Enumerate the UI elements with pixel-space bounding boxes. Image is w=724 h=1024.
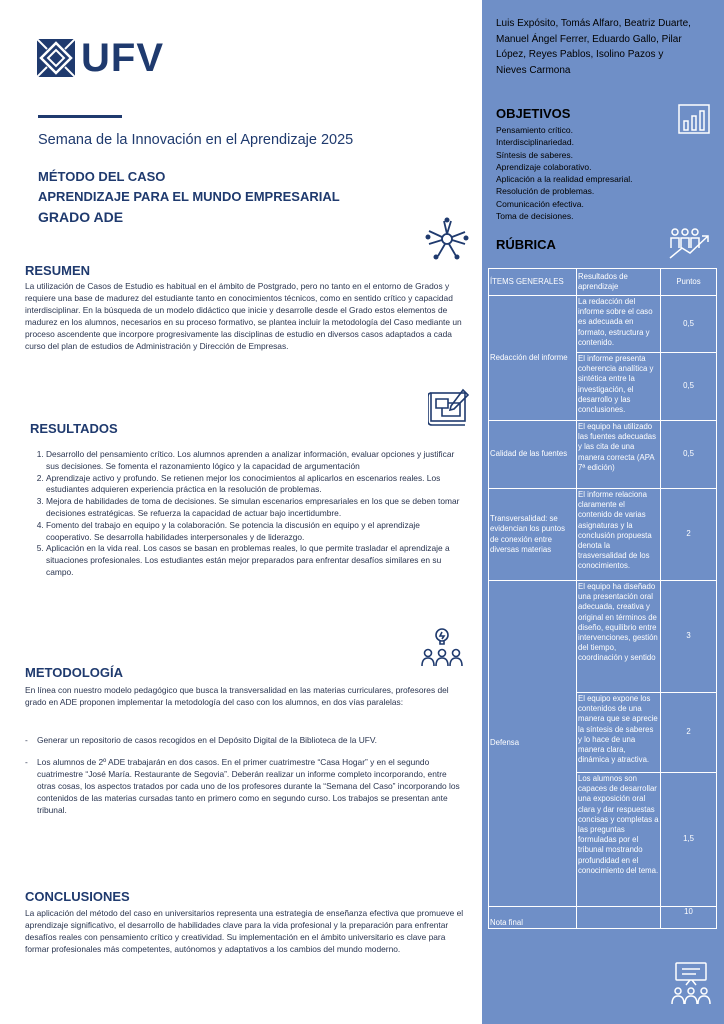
column-header: ÍTEMS GENERALES [489, 269, 577, 296]
rubric-points: 3 [661, 581, 717, 693]
rubric-points: 2 [661, 693, 717, 773]
method-title-line-2: APRENDIZAJE PARA EL MUNDO EMPRESARIAL [38, 189, 340, 204]
list-item: 1. Desarrollo del pensamiento crítico. Los alumnos aprenden a analizar información, evaluar opciones y justificar sus decisiones. Se fomenta el razonamiento lógico y la capacidad de argumentación [46, 449, 466, 473]
rubric-table [488, 268, 717, 929]
list-item: 4. Fomento del trabajo en equipo y la colaboración. Se potencia la discusión en equipo y el aprendizaje cooperativo. Se desarrolla habilidades interpersonales y de liderazgo. [46, 520, 466, 544]
objetivos-heading: OBJETIVOS [496, 106, 571, 121]
list-item: - Los alumnos de 2º ADE trabajarán en dos casos. En el primer cuatrimestre “Casa Hogar” y en el segundo cuatrimestre “José María. Restaurante de Segovia”. Deberán realizar un informe completo incorporando, entre otras cosas, los aspectos tratados por cada uno de los profesores durante la “Semana del Caso” incorporando los contenidos de las materias cursadas tanto en primero como en segundo curso. Los trabajos se presentan ante tribunal. [25, 756, 465, 816]
rubric-criterion: La redacción del informe sobre el caso es adecuada en formato, estructura y contenido. [577, 296, 661, 353]
table-row [489, 581, 717, 693]
rubric-points: 0,5 [661, 353, 717, 421]
rubric-points: 0,5 [661, 421, 717, 489]
rubric-category: Defensa [489, 581, 577, 907]
method-title-line-3: GRADO ADE [38, 209, 124, 225]
idea-team-icon [420, 626, 464, 668]
rubric-points: 0,5 [661, 296, 717, 353]
rubric-category: Calidad de las fuentes [489, 421, 577, 489]
table-header-row [489, 269, 717, 296]
resumen-heading: RESUMEN [25, 263, 91, 278]
list-item: Interdisciplinariedad. [496, 137, 574, 148]
column-header: Puntos [661, 269, 717, 296]
conclusiones-text: La aplicación del método del caso en universitarios representa una estrategia de enseñanza efectiva que promueve el aprendizaje significativo, el desarrollo de habilidades clave para la vida profesional y la preparación para enfrentar desafíos reales con pensamiento crítico y creatividad. Su implementación en el ámbito universitario es clave para formar profesionales más competentes, autónomos y adaptativos a los cambios del mundo moderno. [25, 908, 464, 955]
table-row [489, 421, 717, 489]
rubric-criterion: Los alumnos son capaces de desarrollar una exposición oral clara y dar respuestas concisas y completas a las preguntas formuladas por el tribunal mostrando profundidad en el conocimiento del tema. [577, 773, 661, 907]
table-row [489, 489, 717, 581]
objetivos-list [496, 124, 633, 222]
rubrica-heading: RÚBRICA [496, 237, 556, 252]
list-item: Síntesis de saberes. [496, 149, 574, 160]
blueprint-icon [428, 388, 470, 426]
rubric-criterion [577, 907, 661, 929]
rubric-criterion: El equipo ha utilizado las fuentes adecuadas y las cita de una manera correcta (APA 7ª edición) [577, 421, 661, 489]
presentation-audience-icon [670, 962, 712, 1006]
rubric-category: Redacción del informe [489, 296, 577, 421]
rubric-points: 1,5 [661, 773, 717, 907]
ufv-logo-text: UFV [81, 36, 164, 80]
rubric-category: Transversalidad: se evidencian los puntos de conexión entre diversas materias [489, 489, 577, 581]
rubric-criterion: El informe presenta coherencia analítica y sintética entre la investigación, el desarrollo y las conclusiones. [577, 353, 661, 421]
conclusiones-heading: CONCLUSIONES [25, 889, 130, 904]
column-header: Resultados de aprendizaje [577, 269, 661, 296]
metodologia-list [25, 734, 465, 827]
metodologia-intro: En línea con nuestro modelo pedagógico que busca la transversalidad en las materias curriculares, profesores del grado en ADE proponen implementar la metodología del caso con los alumnos, en dos vías paralelas: [25, 685, 449, 708]
method-title-line-1: MÉTODO DEL CASO [38, 169, 166, 184]
list-item: Comunicación efectiva. [496, 198, 584, 209]
event-title: Semana de la Innovación en el Aprendizaje 2025 [38, 132, 354, 148]
rubric-criterion: El equipo ha diseñado una presentación oral adecuada, creativa y original en términos de diseño, equilibrio entre intervenciones, gestión del tiempo, coordinación y sentido [577, 581, 661, 693]
rubric-criterion: El equipo expone los contenidos de una manera que se aprecie la síntesis de saberes y lo hace de una manera clara, dinámica y atractiva. [577, 693, 661, 773]
metodologia-heading: METODOLOGÍA [25, 665, 123, 680]
rubric-total: 10 [661, 907, 717, 929]
resultados-list [28, 449, 466, 579]
rubric-points: 2 [661, 489, 717, 581]
ufv-logo [37, 38, 164, 78]
table-row [489, 296, 717, 353]
title-divider [38, 115, 122, 118]
rubric-criterion: El informe relaciona claramente el contenido de varias asignaturas y la conclusión propuesta denota la trasversalidad de los conocimientos. [577, 489, 661, 581]
list-item: 5. Aplicación en la vida real. Los casos se basan en problemas reales, lo que permite trasladar el aprendizaje a situaciones profesionales. Los estudiantes están mejor preparados para enfrentar desafíos similares en su campo. [46, 543, 466, 578]
list-item: - Generar un repositorio de casos recogidos en el Depósito Digital de la Biblioteca de la UFV. [25, 734, 465, 746]
resultados-heading: RESULTADOS [30, 421, 118, 436]
table-row [489, 907, 717, 929]
ufv-logo-mark-icon [37, 39, 75, 77]
list-item: 3. Mejora de habilidades de toma de decisiones. Se simulan escenarios empresariales en los que se deben tomar decisiones estratégicas. Se refuerza la capacidad de actuar bajo incertidumbre. [46, 496, 466, 520]
method-title [38, 167, 340, 227]
list-item: 2. Aprendizaje activo y profundo. Se retienen mejor los conocimientos al aplicarlos en escenarios reales. Los estudiantes adquieren experiencia práctica en la resolución de problemas. [46, 473, 466, 497]
bar-chart-icon [678, 104, 710, 134]
rubric-category: Nota final [489, 907, 577, 929]
authors: Luis Expósito, Tomás Alfaro, Beatriz Duarte, Manuel Ángel Ferrer, Eduardo Gallo, Pilar López, Reyes Pablos, Isolino Pazos y Nieves Carmona [496, 18, 691, 76]
list-item: Pensamiento crítico. [496, 125, 574, 135]
teamwork-hands-icon [424, 216, 470, 262]
growth-team-icon [668, 226, 712, 260]
list-item: Aplicación a la realidad empresarial. [496, 174, 633, 185]
list-item: Resolución de problemas. [496, 186, 595, 197]
list-item: Toma de decisiones. [496, 211, 574, 222]
resumen-text: La utilización de Casos de Estudio es habitual en el ámbito de Postgrado, pero no tanto en el entorno de Grados y requiere una base de madurez del estudiante tanto en conocimientos técnicos, como en sentido crítico y capacidad interdisciplinar. En la búsqueda de un modelo didáctico que inicie y desarrolle desde el Grado estos elementos de madurez en los alumnos, necesarios en su proceso formativo, se plantea incluir la metodología del Caso mediante un proceso ascendente que incorpore progresivamente las disciplinas de estudio en diversos casos adaptados a cada curso del plan de estudios de Administración y Dirección de Empresas. [25, 281, 462, 352]
list-item: Aprendizaje colaborativo. [496, 161, 592, 172]
